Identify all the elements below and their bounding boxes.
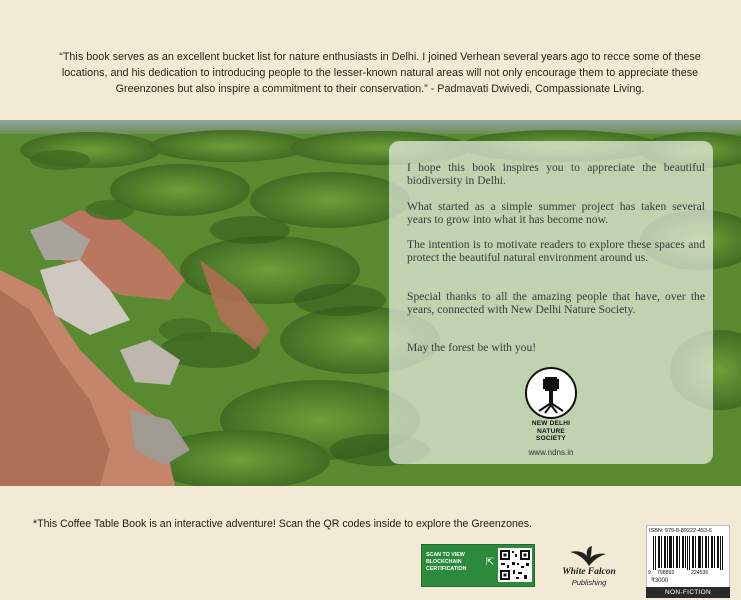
interactive-note: *This Coffee Table Book is an interactive adventure! Scan the QR codes inside to explore the Greenzones. [33,518,532,530]
isbn-barcode [646,525,730,589]
message-panel [389,141,713,464]
category-label: NON-FICTION [646,587,730,598]
logo-text: NEW DELHI NATURE SOCIETY [531,420,571,442]
panel-paragraph: I hope this book inspires you to appreciate the beautiful biodiversity in Delhi. [407,161,705,187]
qr-code-icon [498,548,532,582]
blockchain-certification-badge [421,544,535,587]
publisher-name: White Falcon [562,567,616,577]
fist-tree-icon [525,367,577,419]
arrow-icon: ⇱ [485,557,495,568]
barcode-digits: 798892 [657,570,675,576]
endorsement-quote: “This book serves as an excellent bucket list for nature enthusiasts in Delhi. I joined Verhean several years ago to recce some of these locations, and his dedication to introducing people to the lesser-known natural areas will not only encourage them to appreciate these Greenzones but also inspire a commitment to their conservation.” - Padmavati Dwivedi, Compassionate Living. [59,51,701,95]
panel-paragraph: What started as a simple summer project has taken several years to grow into what it has become now. [407,200,705,226]
publisher-sub: Publishing [571,578,607,587]
panel-paragraph: May the forest be with you! [407,341,537,354]
panel-paragraph: The intention is to motivate readers to explore these spaces and protect the beautiful natural environment around us. [407,238,705,264]
bottom-band [0,486,741,600]
isbn-text: ISBN: 979-8-89222-453-6 [649,528,712,534]
barcode-bars [651,536,725,570]
barcode-digit: 9 [648,570,651,576]
website-url: www.ndns.in [528,448,574,457]
barcode-digits: 224536 [691,570,709,576]
panel-paragraph: Special thanks to all the amazing people that have, over the years, connected with New Delhi Nature Society. [407,290,705,316]
blockchain-text: SCAN TO VIEW BLOCKCHAIN CERTIFICATION [426,552,467,572]
price: ₹3000 [651,578,669,584]
